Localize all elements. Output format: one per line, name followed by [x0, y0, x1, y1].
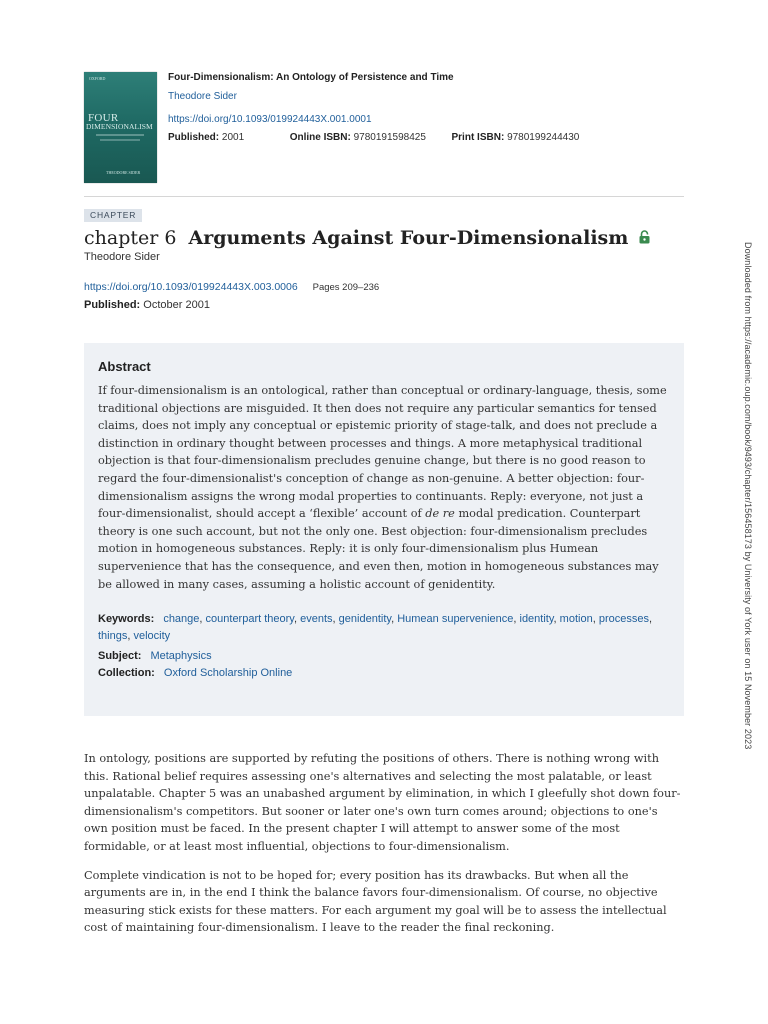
- chapter-badge: CHAPTER: [84, 209, 142, 222]
- chapter-pages: Pages 209–236: [312, 282, 380, 293]
- subject-label: Subject:: [98, 650, 142, 663]
- chapter-published-value: October 2001: [143, 299, 210, 311]
- collection-row: [98, 667, 670, 679]
- book-publication-info: [168, 132, 688, 144]
- print-isbn-label: Print ISBN:: [451, 132, 505, 143]
- chapter-heading: [84, 225, 650, 251]
- keywords-label: Keywords:: [98, 613, 155, 626]
- keyword-link[interactable]: things: [98, 630, 128, 643]
- subject-row: [98, 650, 670, 662]
- print-isbn-value: 9780199244430: [507, 132, 580, 143]
- keywords-list: change, counterpart theory, events, genidentity, Humean supervenience, identity, motion, processes, things, velocity: [98, 613, 653, 643]
- published-label: Published:: [168, 132, 220, 143]
- chapter-title: Arguments Against Four-Dimensionalism: [188, 227, 629, 249]
- chapter-published-label: Published:: [84, 299, 141, 311]
- chapter-doi-row: [84, 281, 379, 293]
- subject-link[interactable]: Metaphysics: [150, 650, 212, 663]
- book-title[interactable]: Four-Dimensionalism: An Ontology of Persistence and Time: [168, 72, 454, 83]
- keyword-link[interactable]: processes: [598, 613, 649, 626]
- cover-subtitle-line: [96, 134, 144, 136]
- cover-author: THEODORE SIDER: [106, 170, 141, 175]
- keyword-link[interactable]: change: [163, 613, 200, 626]
- open-access-lock-icon: [639, 225, 650, 251]
- abstract-text: If four-dimensionalism is an ontological, rather than conceptual or ordinary-language, thesis, some traditional objections are misguided. It then does not require any particular semantics for tensed claims, does not imply any conceptual or epistemic priority of stage-talk, and does not preclude a distinction in ordinary thought between processes and things. A more metaphysical traditional objection is that four-dimensionalism precludes genuine change, but there is no good reason to regard the four-dimensionalist's conception of change as non-genuine. A better objection: four-dimensionalism assigns the wrong modal properties to continuants. Reply: everyone, not just a four-dimensionalist, should accept a ‘flexible’ account of de re modal predication. Counterpart theory is one such account, but not the only one. Best objection: four-dimensionalism precludes motion in homogeneous substances. Reply: it is only four-dimensionalism plus Humean supervenience that has the consequence, and even then, motion in homogeneous substances may be allowed in many cases, assuming a holistic account of genidentity.: [98, 384, 667, 591]
- abstract-heading: Abstract: [98, 359, 151, 374]
- cover-subtitle-line: [100, 139, 140, 141]
- online-isbn-label: Online ISBN:: [289, 132, 351, 143]
- keyword-link[interactable]: motion: [559, 613, 593, 626]
- cover-title-line1: FOUR: [88, 112, 119, 124]
- keyword-link[interactable]: events: [300, 613, 333, 626]
- collection-link[interactable]: Oxford Scholarship Online: [163, 667, 293, 680]
- published-value: 2001: [221, 132, 245, 143]
- chapter-number: chapter 6: [84, 227, 177, 249]
- keyword-link[interactable]: Humean supervenience: [397, 613, 514, 626]
- download-watermark: Downloaded from https://academic.oup.com/book/9493/chapter/156458173 by University of York user on 15 November 2023: [743, 242, 753, 750]
- body-paragraph: In ontology, positions are supported by refuting the positions of others. There is nothing wrong with this. Rational belief requires assessing one's alternatives and selecting the most palatable, or least unpalatable. Chapter 5 was an unabashed argument by elimination, in which I gleefully shot down four-dimensionalism's competitors. But sooner or later one's own turn comes around; objections to one's own position must be faced. In the present chapter I will attempt to answer some of the most formidable, or at least most influential, objections to four-dimensionalism.: [84, 752, 681, 853]
- abstract-section: [84, 343, 684, 716]
- keywords-row: [98, 611, 670, 645]
- book-author-link[interactable]: Theodore Sider: [168, 91, 237, 102]
- chapter-doi-link[interactable]: https://doi.org/10.1093/019924443X.003.0006: [84, 281, 298, 293]
- keyword-link[interactable]: identity: [519, 613, 554, 626]
- keyword-link[interactable]: genidentity: [338, 613, 392, 626]
- book-meta: [168, 72, 688, 144]
- chapter-author: Theodore Sider: [84, 251, 160, 263]
- cover-publisher: OXFORD: [89, 76, 106, 81]
- keyword-link[interactable]: counterpart theory: [205, 613, 294, 626]
- abstract-italic: de re: [425, 507, 455, 521]
- keyword-link[interactable]: velocity: [133, 630, 171, 643]
- cover-title-line2: DIMENSIONALISM: [86, 122, 153, 131]
- collection-label: Collection:: [98, 667, 155, 680]
- book-header: [84, 72, 684, 184]
- online-isbn-value: 9780191598425: [353, 132, 426, 143]
- chapter-published: [84, 299, 210, 311]
- body-paragraph: Complete vindication is not to be hoped for; every position has its drawbacks. But when all the arguments are in, in the end I think the balance favors four-dimensionalism. Of course, no objective measuring stick exists for these matters. For each argument my goal will be to assess the intellectual cost of maintaining four-dimensionalism. I leave to the reader the final reckoning.: [84, 868, 667, 935]
- header-divider: [84, 196, 684, 197]
- chapter-body: [84, 750, 684, 948]
- book-doi-link[interactable]: https://doi.org/10.1093/019924443X.001.0001: [168, 114, 372, 125]
- book-cover-image[interactable]: [84, 72, 157, 183]
